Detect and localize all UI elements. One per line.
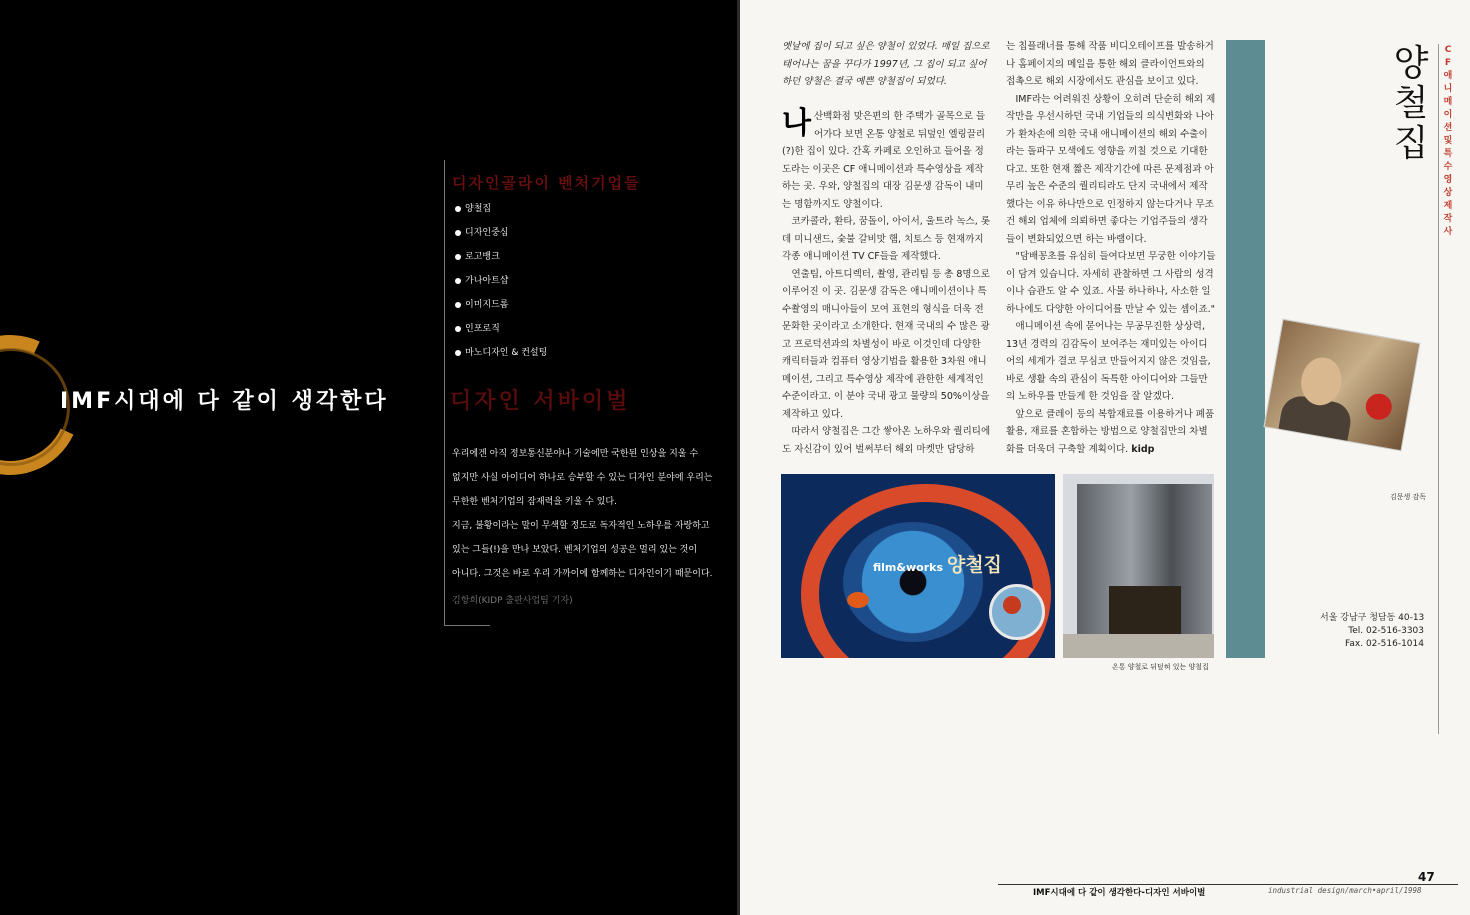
address-block (1320, 612, 1424, 651)
paragraph: 앞으로 클레이 등의 복합재료를 이용하거나 폐품 활용, 재료를 혼합하는 방법으로 양철집만의 차별화를 더욱더 구축할 계획이다. kidp (1006, 408, 1215, 455)
paragraph: 는 칩플래너를 통해 작품 비디오테이프를 발송하거나 홈페이지의 메일을 통한 해외 클라이언트와의 접촉으로 해외 시장에서도 관심을 보이고 있다. (1006, 41, 1214, 87)
intro-text (452, 442, 713, 586)
phone-line: Tel. 02-516-3303 (1348, 626, 1424, 636)
address-line: 서울 강남구 청담동 40-13 (1320, 613, 1425, 623)
intro-line: 우리에겐 아직 정보통신분야나 기술에만 국한된 인상을 지울 수 (452, 449, 699, 459)
fax-line: Fax. 02-516-1014 (1345, 639, 1424, 649)
headline-white: IMF시대에 다 같이 생각한다 (60, 389, 389, 414)
paragraph: 연출팀, 아트디렉터, 촬영, 관리팀 등 총 8명으로 이루어진 이 곳. 김문생 감독은 애니메이션이나 특수촬영의 매니아들이 모여 표현의 형식을 더욱 전문화한 곳이라고 소개한다. 현재 국내의 수 많은 광고 프로덕션과의 차별성이 바로 이것인데 다양한 캐릭터들과 컴퓨터 영상기법을 활용한 3차원 애니메이션, 그리고 특수영상 제작에 관한한 세계적인 수준이라고. 이 분야 국내 광고 물량의 50%이상을 제작하고 있다. (782, 268, 990, 420)
panel-divider-horizontal (444, 625, 490, 626)
intro-line: 아니다. 그것은 바로 우리 가까이에 함께하는 디자인이기 때문이다. (452, 569, 713, 579)
photo-logo: film&works 양철집 (873, 554, 1002, 576)
lead-paragraph: 옛날에 집이 되고 싶은 양철이 있었다. 매일 집으로 태어나는 꿈을 꾸다가 1997년, 그 집이 되고 싶어하던 양철은 결국 예쁜 양철집이 되었다. (782, 41, 990, 87)
panel-title: 디자인골라이 벤처기업들 (452, 174, 641, 192)
headline-red: 디자인 서바이벌 (450, 389, 631, 414)
vertical-title: 양 철 집 (1393, 43, 1429, 164)
bullet-icon (455, 206, 461, 212)
page-number: 47 (1418, 870, 1435, 884)
drop-cap: 나 (782, 106, 811, 141)
photo-film-works-bowl (781, 474, 1055, 658)
bullet-icon (455, 230, 461, 236)
paragraph: "담배꽁초를 유심히 들여다보면 무궁한 이야기들이 담겨 있습니다. 자세히 관찰하면 그 사람의 성격이나 습관도 알 수 있죠. 사물 하나하나, 사소한 일 하나에도 다양한 아이디어를 만날 수 있는 셈이죠." (1006, 251, 1216, 315)
paragraph: 애니메이션 속에 묻어나는 무공무진한 상상력, 13년 경력의 김감독이 보여주는 재미있는 아이디어의 세계가 결코 무심코 만들어지지 않은 것임을, 바로 생활 속의 관심이 독특한 아이디어와 그들만의 노하우를 만들게 한 것임을 잘 알겠다. (1006, 321, 1211, 402)
fish-toy-shape (847, 592, 869, 608)
venture-list (455, 200, 547, 368)
kidp-end-mark: kidp (1131, 443, 1155, 455)
venture-list-item: 로고뱅크 (455, 248, 547, 272)
footer-rule (998, 884, 1458, 885)
bird-toy-shape (1003, 596, 1021, 614)
article-column-1 (782, 108, 992, 458)
intro-line: 무한한 벤처기업의 잠재력을 키울 수 있다. (452, 497, 617, 507)
paragraph: 따라서 양철집은 그간 쌓아온 노하우와 퀄리티에도 자신감이 있어 벌써부터 해외 마켓만 담당하 (782, 426, 991, 455)
entrance (1109, 586, 1181, 634)
footer-magazine: industrial design/march•april/1998 (1268, 886, 1422, 895)
ground (1063, 634, 1214, 658)
caption-building: 온통 양철로 뒤덮혀 있는 양철집 (1112, 663, 1209, 671)
caption-person: 김문생 감독 (1390, 493, 1427, 501)
photo-director (1264, 319, 1421, 452)
intro-line: 없지만 사실 아이디어 하나로 승부할 수 있는 디자인 분야에 우리는 (452, 473, 713, 483)
bullet-icon (455, 254, 461, 260)
venture-list-item: 양철집 (455, 200, 547, 224)
vertical-subtitle: C F 애 니 메 이 션 및 특 수 영 상 제 작 사 (1443, 45, 1453, 237)
panel-divider-vertical (444, 160, 445, 626)
right-page (740, 0, 1470, 915)
venture-list-item: 디자인중심 (455, 224, 547, 248)
venture-list-item: 인포로직 (455, 320, 547, 344)
byline: 김항희(KIDP 출판사업팀 기자) (452, 596, 573, 606)
bullet-icon (455, 326, 461, 332)
bullet-icon (455, 350, 461, 356)
first-paragraph: 나산백화점 맞은편의 한 주택가 골목으로 들어가다 보면 온통 양철로 뒤덮인 엘링끌리(?)한 집이 있다. 간혹 카페로 오인하고 들어올 정도라는 이곳은 CF 애니메이션과 특수영상을 제작하는 곳. 우와, 양철집의 대장 김문생 감독이 내미는 명함까지도 양철이다. (782, 106, 986, 210)
paragraph: 코카콜라, 환타, 꿈돌이, 아이서, 울트라 녹스, 롯데 미니샌드, 숯불 갈비맛 햄, 치토스 등 현재까지 각종 애니메이션 TV CF들을 제작했다. (782, 216, 990, 262)
article-column-2 (1006, 38, 1216, 458)
bullet-icon (455, 302, 461, 308)
footer-series-title: IMF시대에 다 같이 생각한다-디자인 서바이벌 (1033, 888, 1206, 898)
venture-list-item: 가나아트샵 (455, 272, 547, 296)
vertical-rule (1438, 44, 1439, 734)
venture-list-item: 마노디자인 & 컨설팅 (455, 344, 547, 368)
intro-line: 지금, 불황이라는 말이 무색할 정도로 독자적인 노하우를 자랑하고 (452, 521, 710, 531)
bullet-icon (455, 278, 461, 284)
intro-line: 있는 그들(!)을 만나 보았다. 벤처기업의 성공은 멀리 있는 것이 (452, 545, 698, 555)
photo-tin-building (1063, 474, 1214, 658)
paragraph: IMF라는 어려워진 상황이 오히려 단순히 해외 제작만을 우선시하던 국내 기업들의 의식변화와 나아가 환차손에 의한 국내 애니메이션의 해외 수출이라는 돌파구 모색에도 영향을 끼칠 것으로 기대한다고. 또한 현재 짧은 제작기간에 따른 문제점과 아무리 높은 수준의 퀄리티라도 단지 국내에서 제작했다는 이유 하나만으로 인정하지 않는다거나 무조건 해외 업체에 의뢰하면 좋다는 기업주들의 생각들이 변화되었으면 하는 바램이다. (1006, 93, 1216, 245)
blue-eye-shape (843, 522, 983, 642)
venture-list-item: 이미지드롬 (455, 296, 547, 320)
teal-accent-bar (1226, 40, 1265, 658)
